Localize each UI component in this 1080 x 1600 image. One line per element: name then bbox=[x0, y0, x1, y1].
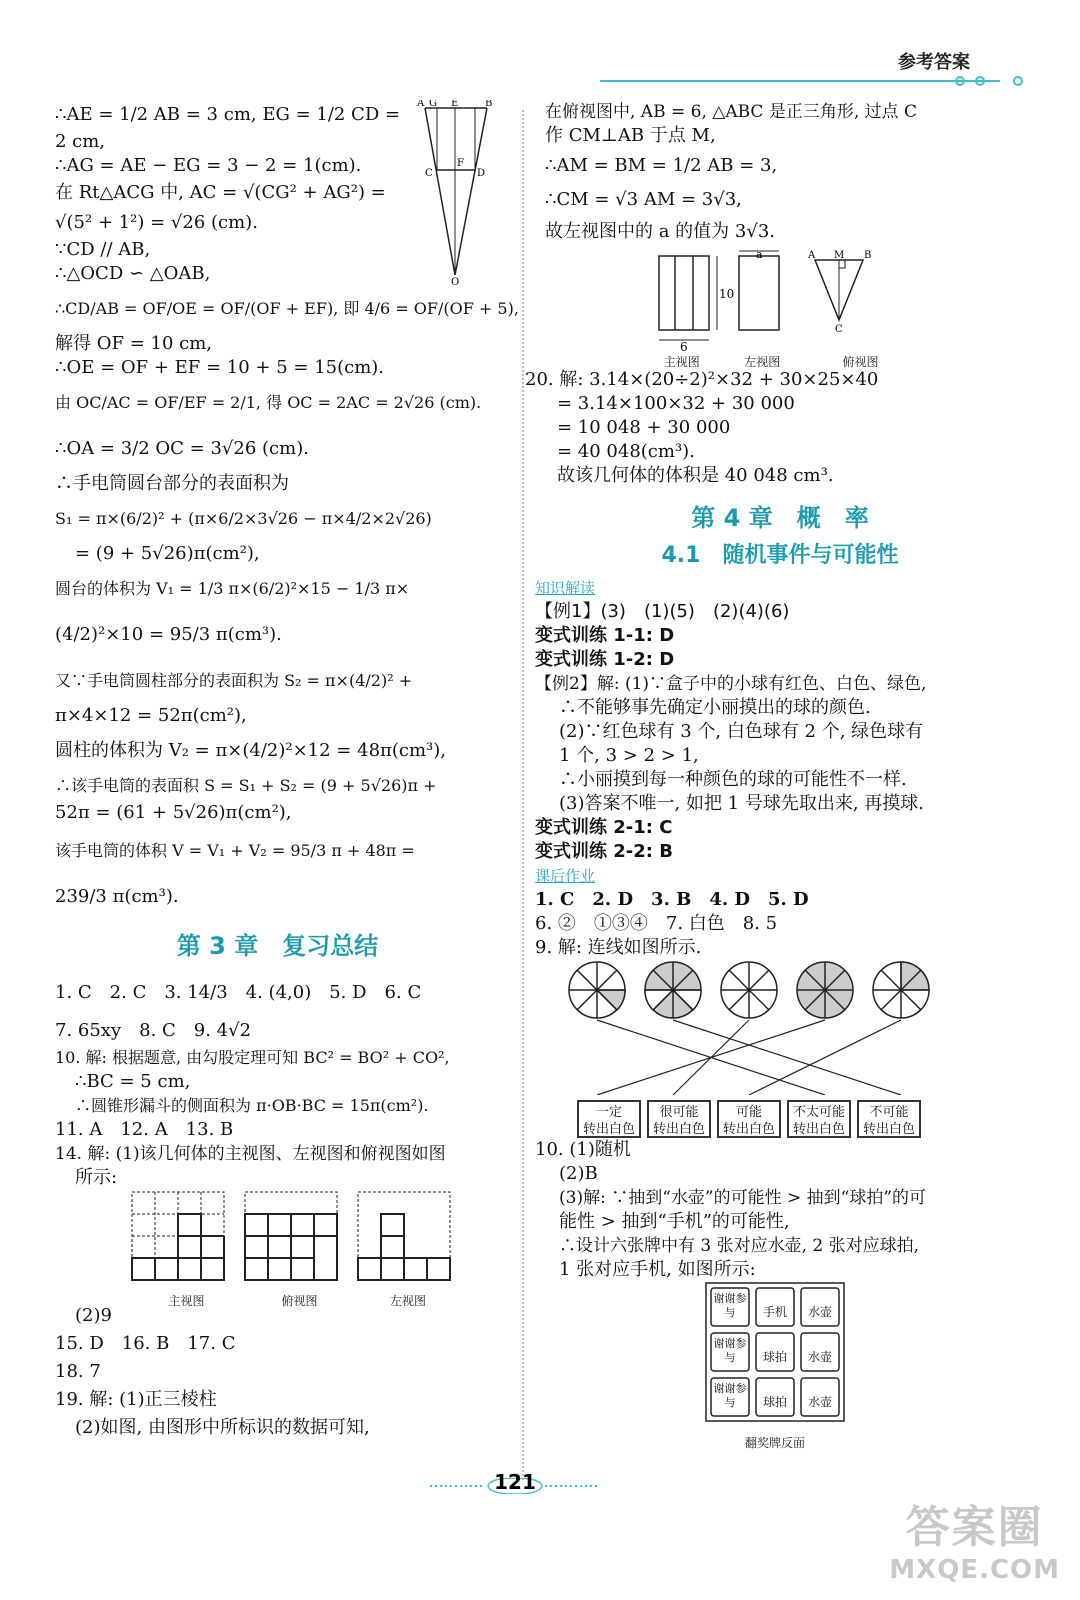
text-line: ∴手电筒圆台部分的表面积为 bbox=[55, 473, 289, 494]
label-e: E bbox=[451, 100, 459, 109]
chapter-4-title: 第 4 章 概 率 bbox=[691, 504, 869, 532]
answer-line: 11. A 12. A 13. B bbox=[55, 1119, 234, 1140]
text-line: 圆柱的体积为 V₂ = π×(4/2)²×12 = 48π(cm³), bbox=[55, 740, 446, 761]
text-line: 由 OC/AC = OF/EF = 2/1, 得 OC = 2AC = 2√26 (cm). bbox=[55, 393, 482, 412]
likelihood-box-certain: 一定 转出白色 bbox=[577, 1100, 641, 1138]
answer-line: 14. 解: (1)该几何体的主视图、左视图和俯视图如图 bbox=[55, 1144, 446, 1164]
card-r1c2: 手机 bbox=[762, 1305, 787, 1319]
knowledge-tag: 知识解读 bbox=[535, 579, 596, 597]
answer-line: ∴BC = 5 cm, bbox=[75, 1071, 191, 1092]
answer-line: (2)9 bbox=[75, 1305, 112, 1326]
likelihood-box-impossible: 不可能 转出白色 bbox=[857, 1100, 921, 1138]
answer-line: 所示: bbox=[75, 1167, 118, 1188]
answer-line: 10. (1)随机 bbox=[535, 1139, 631, 1160]
card-r2c2: 球拍 bbox=[762, 1350, 787, 1364]
text-line: ∴OE = OF + EF = 10 + 5 = 15(cm). bbox=[55, 357, 385, 378]
text-line: ∴△OCD ∽ △OAB, bbox=[55, 263, 211, 284]
answer-line: 1 张对应手机, 如图所示: bbox=[559, 1259, 756, 1280]
height-label: 10 bbox=[719, 287, 735, 301]
text-line: 圆台的体积为 V₁ = 1/3 π×(6/2)²×15 − 1/3 π× bbox=[55, 579, 410, 598]
likelihood-box-possible: 可能 转出白色 bbox=[717, 1100, 781, 1138]
label-a: A bbox=[808, 250, 816, 261]
text-line: 2 cm, bbox=[55, 131, 106, 152]
text-line: 解得 OF = 10 cm, bbox=[55, 333, 212, 354]
header-title: 参考答案 bbox=[898, 52, 970, 73]
prism-views-figure bbox=[655, 248, 1015, 368]
label-f: F bbox=[457, 158, 464, 169]
text-line: ∴AE = 1/2 AB = 3 cm, EG = 1/2 CD = bbox=[55, 104, 401, 125]
answer-line: = 40 048(cm³). bbox=[557, 441, 695, 462]
right-column bbox=[525, 100, 1015, 1455]
knowledge-line: ∴不能够事先确定小丽摸出的球的颜色. bbox=[559, 697, 871, 718]
caption-top-view: 俯视图 bbox=[281, 1294, 318, 1308]
answer-line: 7. 65xy 8. C 9. 4√2 bbox=[55, 1020, 252, 1041]
knowledge-line: 变式训练 2-1: C bbox=[535, 817, 673, 838]
cards-caption: 翻奖牌反面 bbox=[744, 1436, 805, 1450]
section-4-1-title: 4.1 随机事件与可能性 bbox=[661, 543, 899, 568]
spinner-matching-figure bbox=[535, 960, 1015, 1138]
text-line: π×4×12 = 52π(cm²), bbox=[55, 705, 247, 726]
text-line: ∴OA = 3/2 OC = 3√26 (cm). bbox=[55, 438, 309, 459]
answer-line: ∴圆锥形漏斗的侧面积为 π·OB·BC = 15π(cm²). bbox=[75, 1096, 429, 1115]
text-line: 故左视图中的 a 的值为 3√3. bbox=[545, 221, 775, 242]
label-c: C bbox=[425, 168, 433, 179]
label-b: B bbox=[485, 100, 493, 109]
knowledge-line: 变式训练 1-2: D bbox=[535, 649, 675, 670]
label-d: D bbox=[477, 168, 486, 179]
prize-cards-figure bbox=[705, 1282, 1015, 1455]
caption-main-view: 主视图 bbox=[168, 1294, 205, 1308]
text-line: 又∵手电筒圆柱部分的表面积为 S₂ = π×(4/2)² + bbox=[55, 671, 413, 690]
caption-left-view: 左视图 bbox=[744, 355, 781, 369]
answer-line: 19. 解: (1)正三棱柱 bbox=[55, 1389, 217, 1410]
text-line: 该手电筒的体积 V = V₁ + V₂ = 95/3 π + 48π = bbox=[55, 841, 415, 860]
watermark-line2: MXQE.COM bbox=[889, 1555, 1060, 1585]
answer-line: 18. 7 bbox=[55, 1361, 101, 1382]
card-r1c1: 谢谢参与 bbox=[713, 1292, 747, 1319]
matching-lines bbox=[597, 1020, 901, 1095]
likelihood-box-unlikely: 不太可能 转出白色 bbox=[787, 1100, 851, 1138]
knowledge-line: 【例1】(3) (1)(5) (2)(4)(6) bbox=[535, 601, 790, 622]
answer-line: = 3.14×100×32 + 30 000 bbox=[557, 393, 795, 414]
label-c: C bbox=[835, 324, 843, 335]
label-g: G bbox=[429, 100, 437, 109]
site-watermark bbox=[889, 1491, 1060, 1585]
homework-line: 1. C 2. D 3. B 4. D 5. D bbox=[535, 889, 809, 910]
knowledge-line: 1 个, 3 > 2 > 1, bbox=[559, 745, 699, 766]
card-r1c3: 水壶 bbox=[807, 1305, 832, 1319]
card-r3c3: 水壶 bbox=[807, 1395, 832, 1409]
watermark-line1: 答案圈 bbox=[905, 1502, 1044, 1553]
answer-line: 1. C 2. C 3. 14/3 4. (4,0) 5. D 6. C bbox=[55, 982, 422, 1003]
answer-line: 20. 解: 3.14×(20÷2)²×32 + 30×25×40 bbox=[525, 369, 879, 390]
spinner-1 bbox=[569, 962, 625, 1018]
spinner-5 bbox=[873, 962, 929, 1018]
text-line: 在俯视图中, AB = 6, △ABC 是正三角形, 过点 C bbox=[545, 102, 918, 122]
answer-line: (2)B bbox=[559, 1163, 598, 1184]
answer-line: 10. 解: 根据题意, 由勾股定理可知 BC² = BO² + CO², bbox=[55, 1048, 450, 1067]
text-line: = (9 + 5√26)π(cm²), bbox=[75, 543, 260, 564]
knowledge-line: (3)答案不唯一, 如把 1 号球先取出来, 再摸球. bbox=[559, 793, 924, 814]
header-rule bbox=[600, 74, 1025, 88]
text-line: ∵CD // AB, bbox=[55, 239, 151, 260]
likelihood-box-very-likely: 很可能 转出白色 bbox=[647, 1100, 711, 1138]
answer-line: 能性 > 抽到“手机”的可能性, bbox=[559, 1211, 790, 1232]
label-b: B bbox=[864, 250, 872, 261]
spinner-4 bbox=[797, 962, 853, 1018]
homework-tag: 课后作业 bbox=[535, 867, 596, 885]
text-line: 作 CM⊥AB 于点 M, bbox=[545, 125, 716, 146]
text-line: S₁ = π×(6/2)² + (π×6/2×3√26 − π×4/2×2√26) bbox=[55, 509, 432, 528]
card-r3c1: 谢谢参与 bbox=[713, 1382, 747, 1409]
text-line: ∴CM = √3 AM = 3√3, bbox=[545, 189, 742, 210]
answer-line: = 10 048 + 30 000 bbox=[557, 417, 731, 438]
spinners-and-lines bbox=[535, 960, 935, 1095]
caption-main-view: 主视图 bbox=[663, 355, 700, 369]
a-label: a bbox=[756, 248, 763, 261]
three-view-figure bbox=[130, 1190, 500, 1308]
column-divider bbox=[522, 110, 524, 1480]
text-line: √(5² + 1²) = √26 (cm). bbox=[55, 212, 258, 233]
text-line: 239/3 π(cm³). bbox=[55, 886, 179, 907]
prism-views bbox=[655, 248, 995, 352]
text-line: 52π = (61 + 5√26)π(cm²), bbox=[55, 802, 292, 823]
three-view-grids bbox=[130, 1190, 460, 1282]
answer-line: (3)解: ∵抽到“水壶”的可能性 > 抽到“球拍”的可 bbox=[559, 1188, 927, 1208]
caption-top-view: 俯视图 bbox=[842, 355, 879, 369]
homework-line: 9. 解: 连线如图所示. bbox=[535, 937, 702, 958]
answer-line: (2)如图, 由图形中所标识的数据可知, bbox=[75, 1417, 370, 1438]
text-line: ∴该手电筒的表面积 S = S₁ + S₂ = (9 + 5√26)π + bbox=[55, 776, 437, 795]
chapter-3-title: 第 3 章 复习总结 bbox=[176, 932, 379, 960]
homework-line: 6. ② ①③④ 7. 白色 8. 5 bbox=[535, 913, 778, 934]
left-column bbox=[55, 100, 519, 1442]
answer-line: 故该几何体的体积是 40 048 cm³. bbox=[557, 465, 834, 486]
text-line: ∴AG = AE − EG = 3 − 2 = 1(cm). bbox=[55, 155, 362, 176]
spinner-2 bbox=[645, 962, 701, 1018]
spinner-3 bbox=[721, 962, 777, 1018]
knowledge-line: 【例2】解: (1)∵盒子中的小球有红色、白色、绿色, bbox=[535, 674, 927, 694]
text-line: ∴AM = BM = 1/2 AB = 3, bbox=[545, 155, 778, 176]
answer-line: ∴设计六张牌中有 3 张对应水壶, 2 张对应球拍, bbox=[559, 1236, 920, 1256]
text-line: ∴CD/AB = OF/OE = OF/(OF + EF), 即 4/6 = OF/(OF + 5), bbox=[55, 299, 519, 318]
card-r2c3: 水壶 bbox=[807, 1350, 832, 1364]
page-number: 121 bbox=[494, 1470, 536, 1494]
knowledge-line: (2)∵红色球有 3 个, 白色球有 2 个, 绿色球有 bbox=[559, 721, 924, 742]
text-line: (4/2)²×10 = 95/3 π(cm³). bbox=[55, 624, 282, 645]
card-r3c2: 球拍 bbox=[762, 1395, 787, 1409]
label-a: A bbox=[417, 100, 425, 109]
text-line: 在 Rt△ACG 中, AC = √(CG² + AG²) = bbox=[55, 182, 386, 203]
flashlight-diagram bbox=[415, 100, 495, 285]
knowledge-line: 变式训练 1-1: D bbox=[535, 625, 675, 646]
knowledge-line: ∴小丽摸到每一种颜色的球的可能性不一样. bbox=[559, 769, 907, 790]
label-o: O bbox=[451, 277, 460, 285]
knowledge-line: 变式训练 2-2: B bbox=[535, 841, 673, 862]
answer-line: 15. D 16. B 17. C bbox=[55, 1333, 236, 1354]
label-m: M bbox=[834, 250, 845, 261]
width-label: 6 bbox=[680, 340, 688, 352]
card-r2c1: 谢谢参与 bbox=[713, 1337, 747, 1364]
caption-left-view: 左视图 bbox=[389, 1294, 426, 1308]
